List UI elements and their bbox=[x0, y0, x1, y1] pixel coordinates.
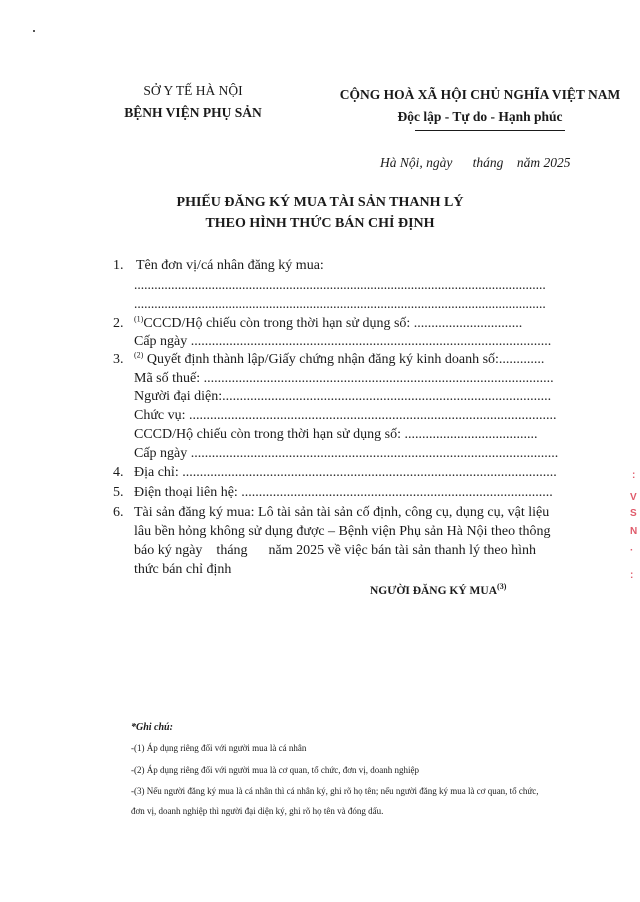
item2-text: CCCD/Hộ chiếu còn trong thời hạn sử dụng số: ............................... bbox=[143, 316, 523, 331]
footnote-ref: (1) bbox=[134, 316, 144, 324]
footnote-ref: (3) bbox=[497, 582, 507, 592]
item2-label bbox=[134, 316, 574, 332]
note-line: -(1) Áp dụng riêng đối với người mua là cá nhân bbox=[131, 743, 307, 753]
national-motto: Độc lập - Tự do - Hạnh phúc bbox=[397, 109, 563, 124]
item3-representative: Người đại diện:.............................................................................................. bbox=[134, 389, 552, 404]
item-number: 6. bbox=[113, 505, 124, 520]
notes-heading: *Ghi chú: bbox=[131, 722, 173, 733]
item3-text: Quyết định thành lập/Giấy chứng nhận đăng ký kinh doanh số:............. bbox=[143, 352, 545, 367]
signature-label bbox=[370, 582, 507, 597]
note-line: -(2) Áp dụng riêng đối với người mua là cơ quan, tổ chức, đơn vị, doanh nghiệp bbox=[131, 765, 419, 775]
fill-line: .......................................................................................................................... bbox=[134, 296, 546, 311]
date-line: Hà Nội, ngày tháng năm 2025 bbox=[380, 155, 571, 170]
item-number: 2. bbox=[113, 316, 124, 331]
item3-position: Chức vụ: ......................................................................................................... bbox=[134, 408, 557, 423]
item-number: 4. bbox=[113, 465, 124, 480]
note-line: -(3) Nếu người đăng ký mua là cá nhân thì cá nhân ký, ghi rõ họ tên; nếu người đăng ký mua là cơ quan, tổ chức, bbox=[131, 786, 539, 796]
signature-title: NGƯỜI ĐĂNG KÝ MUA bbox=[370, 585, 498, 597]
item3-issue-date: Cấp ngày ......................................................................................................... bbox=[134, 446, 559, 461]
note-line: đơn vị, doanh nghiệp thì người đại diện ký, ghi rõ họ tên và đóng dấu. bbox=[131, 806, 384, 816]
stamp-fragment: S bbox=[630, 508, 637, 519]
stamp-mark: · bbox=[630, 545, 634, 556]
stamp-mark: : bbox=[632, 470, 636, 481]
item3-tax-code: Mã số thuế: .................................................................................................... bbox=[134, 371, 554, 386]
form-title: PHIẾU ĐĂNG KÝ MUA TÀI SẢN THANH LÝ bbox=[176, 195, 464, 210]
stamp-fragment: V bbox=[630, 492, 637, 503]
item-number: 3. bbox=[113, 352, 124, 367]
item4-address: Địa chỉ: ........................................................................................................... bbox=[134, 465, 557, 480]
item6-line: thức bán chỉ định bbox=[134, 562, 232, 577]
hospital-name: BỆNH VIỆN PHỤ SẢN bbox=[124, 105, 262, 120]
item3-id: CCCD/Hộ chiếu còn trong thời hạn sử dụng số: ...................................... bbox=[134, 427, 538, 442]
scan-speck bbox=[33, 30, 35, 32]
item6-line: lâu bền hỏng không sử dụng được – Bệnh viện Phụ sản Hà Nội theo thông bbox=[134, 524, 551, 539]
national-title: CỘNG HOÀ XÃ HỘI CHỦ NGHĨA VIỆT NAM bbox=[339, 87, 621, 102]
department-name: SỞ Y TẾ HÀ NỘI bbox=[143, 83, 243, 98]
item-number: 5. bbox=[113, 485, 124, 500]
item1-label: Tên đơn vị/cá nhân đăng ký mua: bbox=[136, 258, 324, 273]
item2-issue-date: Cấp ngày ....................................................................................................... bbox=[134, 334, 552, 349]
item5-phone: Điện thoại liên hệ: ......................................................................................... bbox=[134, 485, 553, 500]
item6-line: Tài sản đăng ký mua: Lô tài sản tài sản cố định, công cụ, dụng cụ, vật liệu bbox=[134, 505, 550, 520]
stamp-mark: : bbox=[630, 570, 634, 581]
footnote-ref: (2) bbox=[134, 352, 144, 360]
item6-line: báo ký ngày tháng năm 2025 về việc bán tài sản thanh lý theo hình bbox=[134, 543, 537, 558]
form-subtitle: THEO HÌNH THỨC BÁN CHỈ ĐỊNH bbox=[205, 216, 435, 231]
fill-line: .......................................................................................................................... bbox=[134, 277, 546, 292]
stamp-fragment: N bbox=[630, 526, 638, 537]
item3-label bbox=[134, 352, 586, 368]
motto-underline bbox=[415, 130, 565, 131]
item-number: 1. bbox=[113, 258, 124, 273]
